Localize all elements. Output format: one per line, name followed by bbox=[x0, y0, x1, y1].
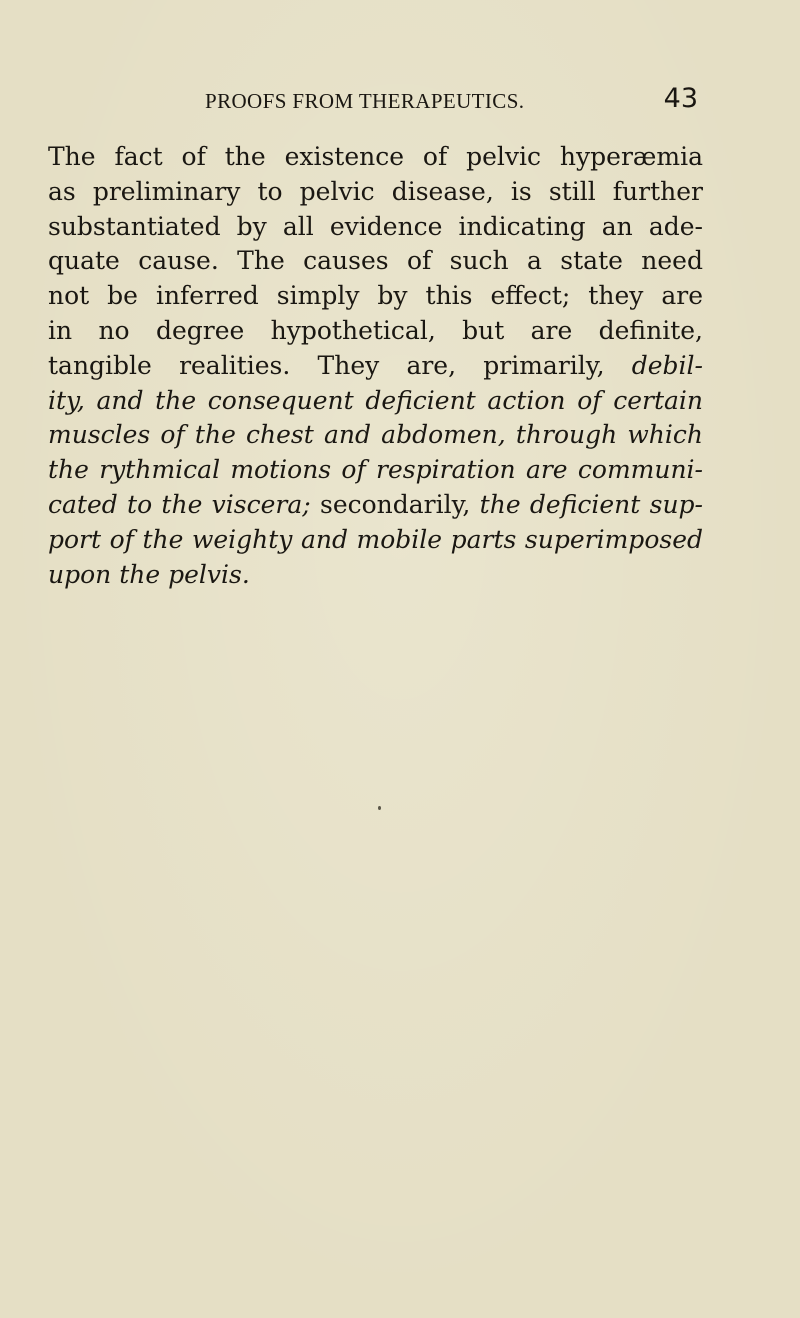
roman-text: tangible realities. They are, primarily, bbox=[48, 350, 632, 380]
italic-text: the deficient sup- bbox=[479, 489, 703, 519]
body-paragraph bbox=[48, 140, 703, 592]
running-head bbox=[40, 83, 698, 116]
italic-text: cated to the viscera; bbox=[48, 489, 311, 519]
roman-text: secondarily, bbox=[310, 489, 480, 519]
text-line bbox=[48, 558, 703, 593]
text-line bbox=[48, 453, 703, 488]
text-line bbox=[48, 488, 703, 523]
italic-text: upon the pelvis. bbox=[48, 559, 250, 589]
italic-text: muscles of the chest and abdomen, through which bbox=[48, 420, 703, 450]
text-line bbox=[48, 210, 703, 245]
roman-text: The fact of the existence of pelvic hyperæmia bbox=[48, 142, 703, 171]
italic-text: port of the weighty and mobile parts superimposed bbox=[48, 524, 703, 554]
text-line bbox=[48, 140, 703, 175]
paper-speck bbox=[378, 806, 381, 810]
roman-text: substantiated by all evidence indicating an ade- bbox=[48, 211, 703, 241]
roman-text: as preliminary to pelvic disease, is still further bbox=[48, 176, 703, 206]
text-line bbox=[48, 244, 703, 279]
text-line bbox=[48, 384, 703, 419]
text-line bbox=[48, 279, 703, 314]
text-line bbox=[48, 523, 703, 558]
italic-text: debil- bbox=[631, 350, 703, 380]
roman-text: quate cause. The causes of such a state need bbox=[48, 246, 703, 276]
italic-text: the rythmical motions of respiration are communi- bbox=[48, 455, 703, 485]
text-line bbox=[48, 175, 703, 210]
page-number: 43 bbox=[663, 83, 698, 114]
roman-text: in no degree hypothetical, but are definite, bbox=[48, 315, 703, 345]
text-line bbox=[48, 314, 703, 349]
text-line bbox=[48, 349, 703, 384]
text-line bbox=[48, 418, 703, 453]
italic-text: ity, and the consequent deficient action of certain bbox=[48, 385, 703, 415]
roman-text: not be inferred simply by this effect; they are bbox=[48, 281, 703, 311]
running-title: PROOFS FROM THERAPEUTICS. bbox=[205, 89, 525, 113]
